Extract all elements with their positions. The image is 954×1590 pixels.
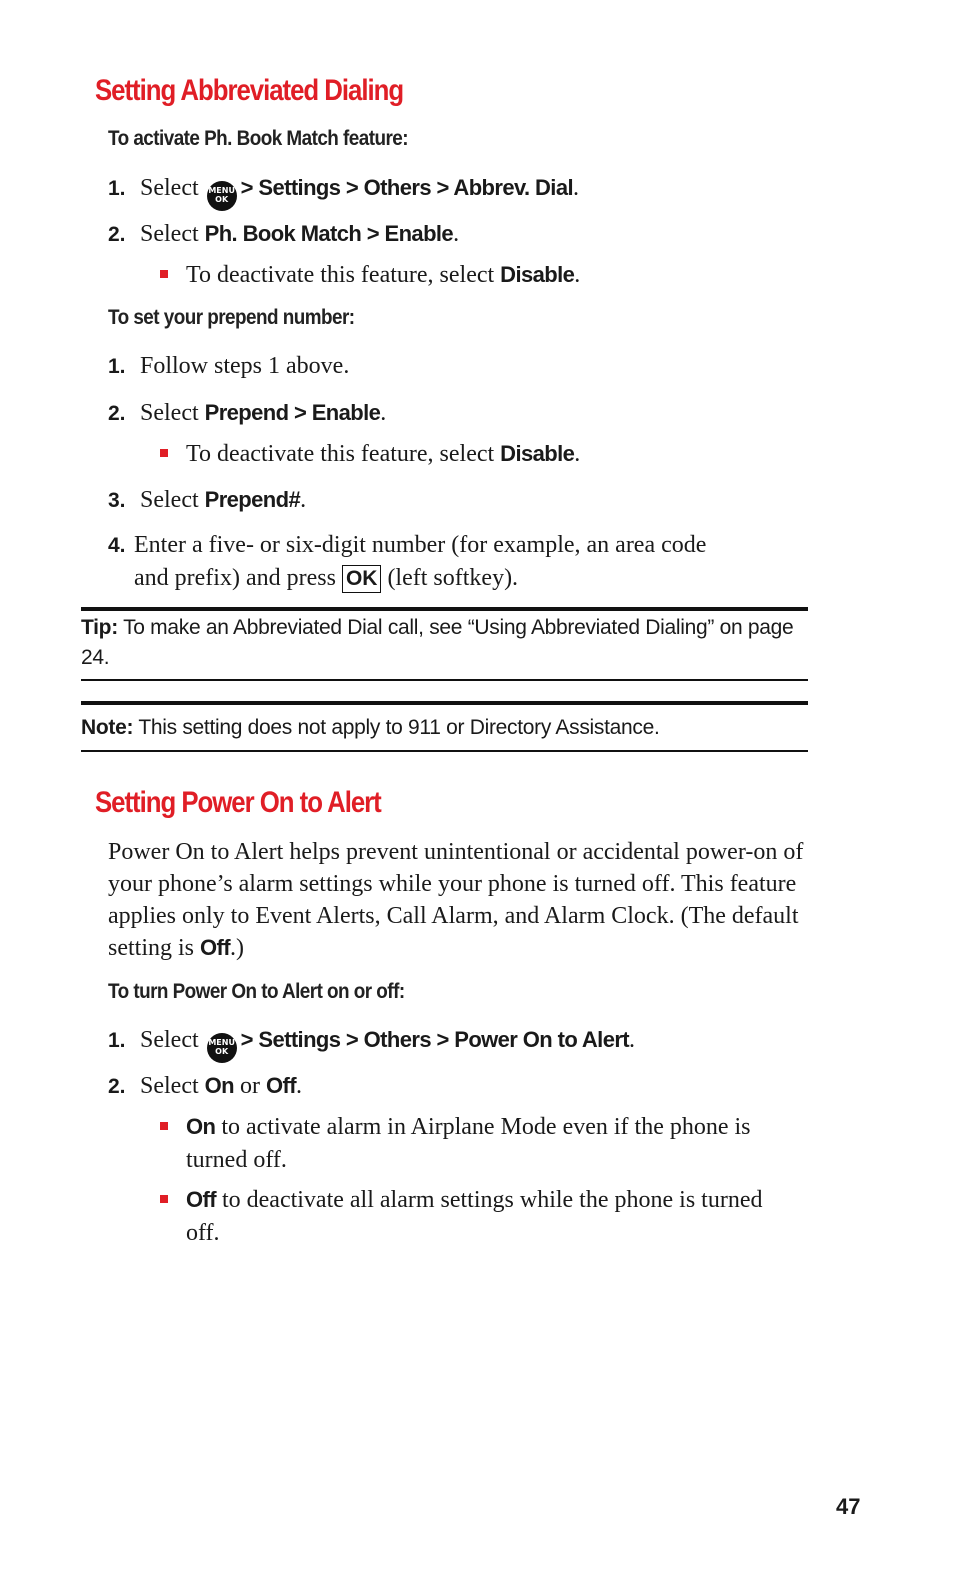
tip-top-rule (81, 607, 808, 611)
step-2-abbrev: 2. Select Ph. Book Match > Enable. (108, 217, 459, 251)
step-text: Select (140, 1027, 199, 1053)
red-square-bullet-icon (160, 1195, 168, 1203)
step-number: 2. (108, 1075, 126, 1098)
step-number: 3. (108, 489, 126, 512)
tip-bottom-rule (81, 679, 808, 681)
step-number: 1. (108, 177, 126, 200)
intro-paragraph: Power On to Alert helps prevent unintentional or accidental power-on of your phone’s alarm settings while your phone is turned off. This feature applies only to Event Alerts, Call Alarm, and Alarm Clock. (The default setting is Off.) (108, 839, 804, 961)
step-3-prepend: 3. Select Prepend#. (108, 483, 306, 517)
step-1-prepend (108, 350, 349, 383)
note-bottom-rule (81, 750, 808, 752)
step-2-power: 2. Select On or Off. (108, 1069, 302, 1103)
menu-path: Prepend# (204, 487, 301, 512)
ok-softkey-icon: OK (342, 565, 382, 593)
step-text-line1: Enter a five- or six-digit number (for example, an area code (134, 532, 707, 558)
menu-path: Prepend > Enable (204, 400, 381, 425)
step-4-prepend: 4. Enter a five- or six-digit number (for example, an area code and prefix) and press OK (left softkey). (108, 529, 706, 595)
menu-path: > Settings > Others > Power On to Alert (240, 1027, 630, 1052)
section-title-abbreviated-dialing: Setting Abbreviated Dialing (95, 74, 404, 107)
menu-path: Ph. Book Match > Enable (204, 221, 454, 246)
bullet-deactivate-1: To deactivate this feature, select Disable. (160, 258, 580, 292)
bullet-off: Off to deactivate all alarm settings while the phone is turned off. (160, 1183, 780, 1250)
step-number: 1. (108, 1029, 126, 1052)
step-number: 2. (108, 223, 126, 246)
red-square-bullet-icon (160, 1122, 168, 1130)
bullet-deactivate-2: To deactivate this feature, select Disable. (160, 437, 580, 471)
step-text: Select (140, 1073, 199, 1099)
subheading-prepend: To set your prepend number: (108, 306, 355, 329)
subheading-power-on-alert: To turn Power On to Alert on or off: (108, 980, 405, 1003)
note-label: Note: (81, 716, 134, 739)
note-top-rule (81, 701, 808, 705)
red-square-bullet-icon (160, 449, 168, 457)
bullet-on: On to activate alarm in Airplane Mode even if the phone is turned off. (160, 1110, 810, 1177)
menu-ok-key-icon: MENU OK (207, 181, 237, 211)
tip-box (81, 613, 808, 673)
step-text: Follow steps 1 above. (140, 353, 350, 379)
subheading-ph-book-match: To activate Ph. Book Match feature: (108, 127, 409, 150)
step-2-prepend: 2. Select Prepend > Enable. (108, 396, 386, 430)
step-text: Select (140, 175, 199, 201)
note-text: This setting does not apply to 911 or Directory Assistance. (138, 716, 660, 739)
tip-label: Tip: (81, 616, 118, 639)
tip-text: To make an Abbreviated Dial call, see “Using Abbreviated Dialing” on page 24. (81, 616, 794, 669)
step-text: Select (140, 400, 199, 426)
step-1-abbrev: 1. Select MENU OK > Settings > Others > Abbrev. Dial. (108, 171, 579, 211)
note-box (81, 713, 808, 743)
step-text: Select (140, 221, 199, 247)
step-number: 1. (108, 355, 126, 378)
step-1-power: 1. Select MENU OK > Settings > Others > Power On to Alert. (108, 1023, 635, 1063)
step-number: 4. (108, 534, 126, 557)
menu-ok-key-icon: MENU OK (207, 1033, 237, 1063)
page-number: 47 (836, 1494, 861, 1519)
menu-path: > Settings > Others > Abbrev. Dial (240, 175, 573, 200)
red-square-bullet-icon (160, 270, 168, 278)
step-number: 2. (108, 402, 126, 425)
step-text: Select (140, 487, 199, 513)
section-title-power-on-alert: Setting Power On to Alert (95, 786, 381, 819)
